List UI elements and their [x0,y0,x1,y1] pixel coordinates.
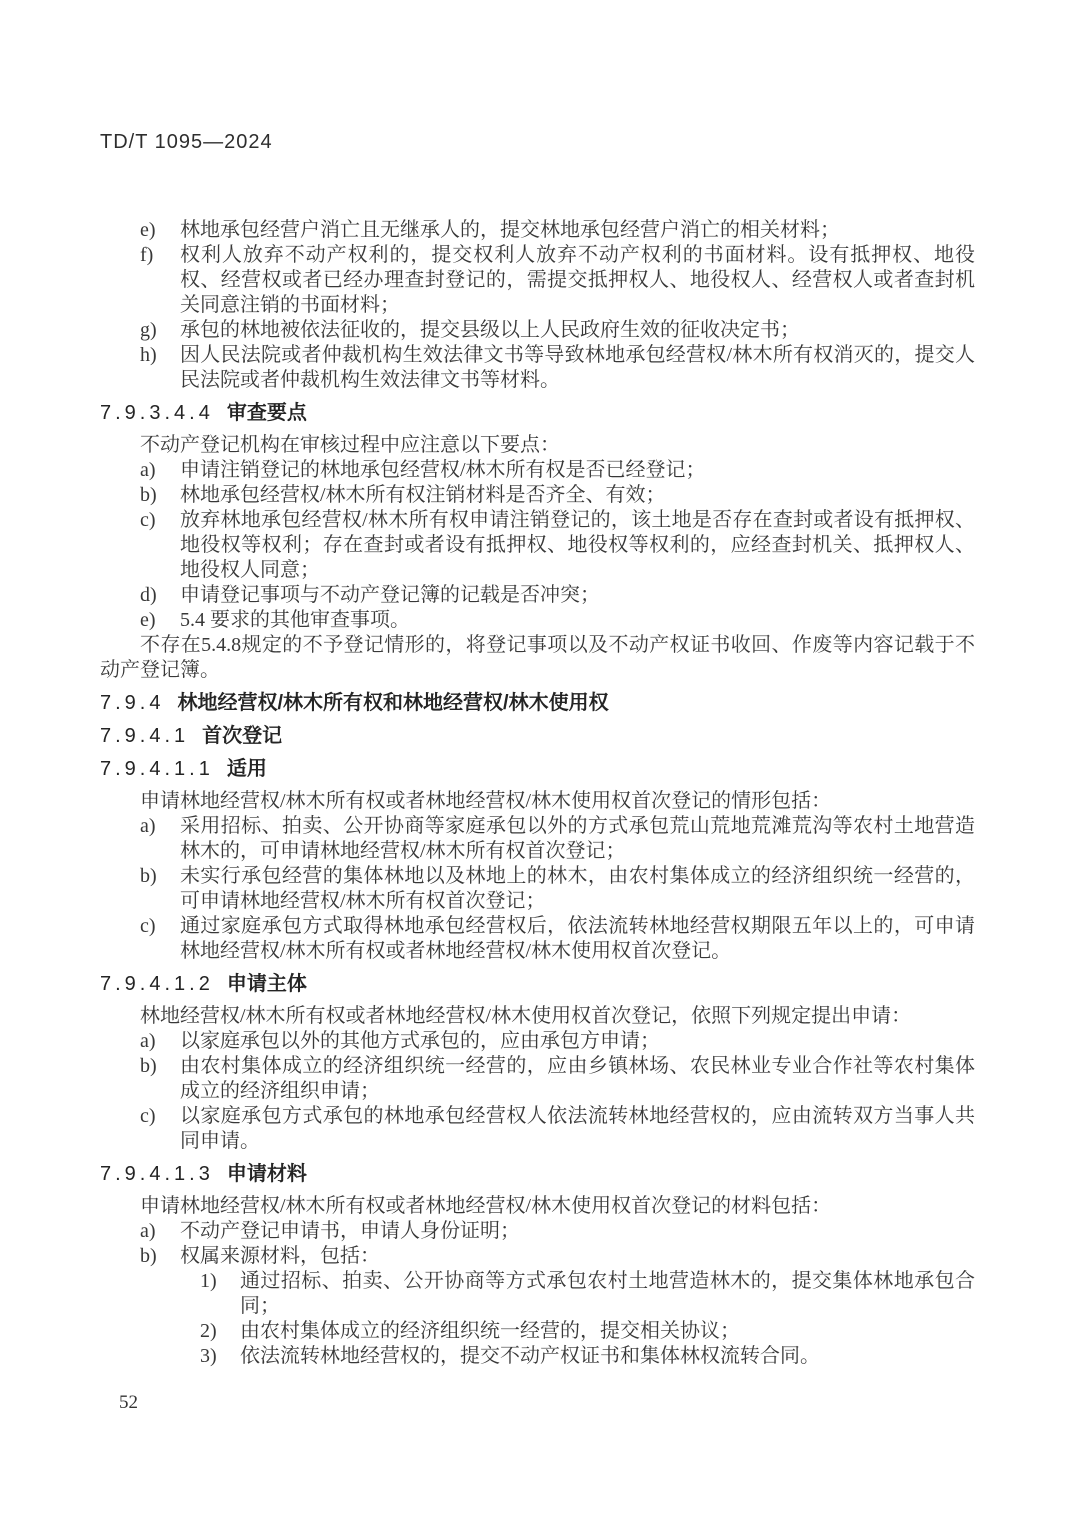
list-item-text: 未实行承包经营的集体林地以及林地上的林木，由农村集体成立的经济组织统一经营的，可申请林地经营权/林木所有权首次登记； [180,865,975,912]
list-item [100,1029,975,1054]
list-item-label: e) [140,219,156,241]
paragraph: 申请林地经营权/林木所有权或者林地经营权/林木使用权首次登记的材料包括： [140,1195,832,1217]
list-item-label: e) [140,609,156,631]
list-item-text: 承包的林地被依法征收的，提交县级以上人民政府生效的征收决定书； [180,319,800,341]
list-item-text: 因人民法院或者仲裁机构生效法律文书等导致林地承包经营权/林木所有权消灭的，提交人民法院或者仲裁机构生效法律文书等材料。 [180,344,975,391]
list-item [100,1219,975,1244]
list-item-label: d) [140,584,157,606]
heading-number: 7.9.4.1.2 [100,973,214,995]
heading-title: 审查要点 [226,402,307,424]
list-item [100,218,975,243]
list-item-text: 以家庭承包以外的其他方式承包的，应由承包方申请； [180,1030,660,1052]
list-item-text: 放弃林地承包经营权/林木所有权申请注销登记的，该土地是否存在查封或者设有抵押权、地役权等权利；存在查封或者设有抵押权、地役权等权利的，应经查封机关、抵押权人、地役权人同意； [180,509,975,581]
list-item-label: h) [140,344,157,366]
paragraph: 申请林地经营权/林木所有权或者林地经营权/林木使用权首次登记的情形包括： [140,790,832,812]
sub-list-item [100,1269,975,1319]
list-item-label: b) [140,865,157,887]
list-item-label: a) [140,815,156,837]
list-item-label: g) [140,319,157,341]
list-item [100,318,975,343]
sub-list-item [100,1319,975,1344]
sub-list-item-label: 3) [200,1345,217,1367]
list-item-text: 权属来源材料，包括： [180,1245,380,1267]
list [100,814,975,964]
list-item [100,458,975,483]
heading-number: 7.9.3.4.4 [100,402,214,424]
list-item [100,1244,975,1269]
list [100,458,975,633]
list [100,218,975,393]
list-item-text: 5.4 要求的其他审查事项。 [180,609,410,631]
list-item [100,1054,975,1104]
list-item-label: b) [140,484,157,506]
standard-code: TD/T 1095—2024 [100,131,273,153]
sub-list-item-label: 2) [200,1320,217,1342]
heading-number: 7.9.4.1.3 [100,1163,214,1185]
sub-list-item-text: 通过招标、拍卖、公开协商等方式承包农村土地营造林木的，提交集体林地承包合同； [240,1270,975,1317]
section-heading [100,401,975,426]
list-item-text: 申请登记事项与不动产登记簿的记载是否冲突； [180,584,600,606]
sub-list-item-label: 1) [200,1270,217,1292]
list-item-text: 权利人放弃不动产权利的，提交权利人放弃不动产权利的书面材料。设有抵押权、地役权、经营权或者已经办理查封登记的，需提交抵押权人、地役权人、经营权人或者查封机关同意注销的书面材料； [180,244,975,316]
list-item-text: 不动产登记申请书，申请人身份证明； [180,1220,520,1242]
list-item-label: a) [140,459,156,481]
list-item [100,814,975,864]
heading-title: 申请主体 [226,973,307,995]
list-item [100,508,975,583]
list-item [100,914,975,964]
list-item [100,1104,975,1154]
sub-list-item [100,1344,975,1369]
list-item-label: c) [140,915,156,937]
section-heading [100,691,975,716]
heading-number: 7.9.4 [100,692,165,714]
list-item-label: a) [140,1030,156,1052]
list-item-label: f) [140,244,154,266]
sub-list-item-text: 由农村集体成立的经济组织统一经营的，提交相关协议； [240,1320,740,1342]
heading-title: 适用 [226,758,267,780]
list [100,1029,975,1154]
list-item [100,483,975,508]
sub-list-item-text: 依法流转林地经营权的，提交不动产权证书和集体林权流转合同。 [240,1345,820,1367]
list-item [100,583,975,608]
list-item [100,608,975,633]
list-item [100,243,975,318]
list-item-text: 申请注销登记的林地承包经营权/林木所有权是否已经登记； [180,459,706,481]
heading-title: 首次登记 [202,725,283,747]
list-item-text: 由农村集体成立的经济组织统一经营的，应由乡镇林场、农民林业专业合作社等农村集体成立的经济组织申请； [180,1055,975,1102]
list-item [100,864,975,914]
heading-title: 申请材料 [226,1163,307,1185]
list-item-text: 通过家庭承包方式取得林地承包经营权后，依法流转林地经营权期限五年以上的，可申请林地经营权/林木所有权或者林地经营权/林木使用权首次登记。 [180,915,975,962]
paragraph: 不动产登记机构在审核过程中应注意以下要点： [140,434,560,456]
section-heading [100,1162,975,1187]
heading-number: 7.9.4.1 [100,725,190,747]
list [100,1219,975,1369]
list-item-text: 以家庭承包方式承包的林地承包经营权人依法流转林地经营权的，应由流转双方当事人共同申请。 [180,1105,975,1152]
page-number: 52 [119,1392,138,1413]
paragraph: 不存在5.4.8规定的不予登记情形的，将登记事项以及不动产权证书收回、作废等内容记载于不动产登记簿。 [100,634,975,681]
list-item-label: c) [140,509,156,531]
paragraph: 林地经营权/林木所有权或者林地经营权/林木使用权首次登记，依照下列规定提出申请： [140,1005,912,1027]
heading-title: 林地经营权/林木所有权和林地经营权/林木使用权 [177,692,609,714]
list-item-label: b) [140,1055,157,1077]
section-heading [100,724,975,749]
section-heading [100,757,975,782]
document-body [100,218,975,1369]
list-item-label: a) [140,1220,156,1242]
list-item-label: b) [140,1245,157,1267]
heading-number: 7.9.4.1.1 [100,758,214,780]
list-item-label: c) [140,1105,156,1127]
list-item [100,343,975,393]
list-item-text: 林地承包经营权/林木所有权注销材料是否齐全、有效； [180,484,666,506]
list-item-text: 采用招标、拍卖、公开协商等家庭承包以外的方式承包荒山荒地荒滩荒沟等农村土地营造林木的，可申请林地经营权/林木所有权首次登记； [180,815,975,862]
list-item-text: 林地承包经营户消亡且无继承人的，提交林地承包经营户消亡的相关材料； [180,219,840,241]
section-heading [100,972,975,997]
